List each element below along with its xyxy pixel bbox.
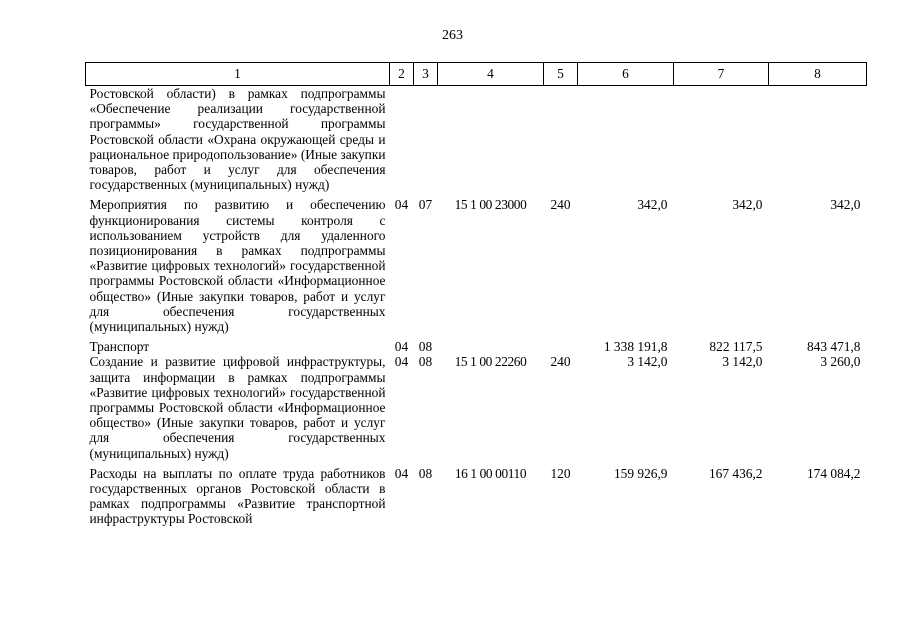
table-row <box>86 466 867 527</box>
row-subsection <box>414 86 438 198</box>
row-expense-type <box>544 86 578 198</box>
row-description: Ростовской области) в рамках подпрограммы «Обеспечение реализации государственной программы» государственной программы Ростовской области «Охрана окружающей среды и рациональное природопользование» (Иные закупки товаров, работ и услуг для обеспечения государственных (муниципальных) нужд) <box>89 86 386 193</box>
row-section: 04 <box>394 339 409 355</box>
row-subsection: 07 <box>418 197 433 213</box>
row-amount-year1: 159 926,9 <box>613 465 668 481</box>
row-amount-year2: 342,0 <box>732 197 763 213</box>
row-section: 04 <box>394 465 409 481</box>
header-col-1: 1 <box>86 63 390 86</box>
row-target-code <box>438 339 544 354</box>
row-target-code: 15 1 00 23000 <box>454 197 527 213</box>
row-expense-type: 120 <box>550 465 571 481</box>
table-row <box>86 86 867 198</box>
row-amount-year3: 843 471,8 <box>806 339 861 355</box>
table-row <box>86 339 867 354</box>
row-subsection: 08 <box>418 354 433 370</box>
row-subsection: 08 <box>418 339 433 355</box>
row-expense-type: 240 <box>550 354 571 370</box>
row-subsection: 08 <box>418 465 433 481</box>
header-col-4: 4 <box>438 63 544 86</box>
row-description: Расходы на выплаты по оплате труда работников государственных органов Ростовской области в рамках подпрограммы «Развитие транспортной инфраструктуры Ростовской <box>89 465 386 527</box>
row-section <box>390 86 414 198</box>
row-amount-year2: 167 436,2 <box>708 465 763 481</box>
row-expense-type <box>544 339 578 354</box>
row-amount-year1: 342,0 <box>637 197 668 213</box>
header-col-8: 8 <box>769 63 867 86</box>
table-row <box>86 354 867 465</box>
header-col-7: 7 <box>674 63 769 86</box>
header-col-6: 6 <box>578 63 674 86</box>
row-amount-year3: 342,0 <box>830 197 861 213</box>
page-number: 263 <box>442 28 463 43</box>
header-col-2: 2 <box>390 63 414 86</box>
row-target-code: 15 1 00 22260 <box>454 354 527 370</box>
header-col-5: 5 <box>544 63 578 86</box>
table-row <box>86 197 867 339</box>
row-amount-year1: 1 338 191,8 <box>603 339 668 355</box>
row-expense-type: 240 <box>550 197 571 213</box>
table-header-row <box>86 63 867 86</box>
row-amount-year2: 3 142,0 <box>722 354 763 370</box>
row-target-code <box>438 86 544 198</box>
row-amount-year1 <box>578 86 674 198</box>
row-amount-year3 <box>769 86 867 198</box>
row-target-code: 16 1 00 00110 <box>454 465 527 481</box>
row-description: Транспорт <box>89 339 150 355</box>
row-section: 04 <box>394 354 409 370</box>
row-amount-year1: 3 142,0 <box>627 354 668 370</box>
row-section: 04 <box>394 197 409 213</box>
row-description: Мероприятия по развитию и обеспечению функционирования системы контроля с использованием устройств для удаленного позиционирования в рамках подпрограммы «Развитие цифровых технологий» государственной программы Ростовской области «Информационное общество» (Иные закупки товаров, работ и услуг для обеспечения государственных (муниципальных) нужд) <box>89 197 386 335</box>
row-amount-year2 <box>674 86 769 198</box>
row-amount-year3: 3 260,0 <box>820 354 861 370</box>
row-amount-year3: 174 084,2 <box>806 465 861 481</box>
row-amount-year2: 822 117,5 <box>709 339 763 355</box>
budget-table <box>85 62 867 527</box>
header-col-3: 3 <box>414 63 438 86</box>
row-description: Создание и развитие цифровой инфраструктуры, защита информации в рамках подпрограммы «Развитие цифровых технологий» государственной программы Ростовской области «Информационное общество» (Иные закупки товаров, работ и услуг для обеспечения государственных (муниципальных) нужд) <box>89 354 386 461</box>
